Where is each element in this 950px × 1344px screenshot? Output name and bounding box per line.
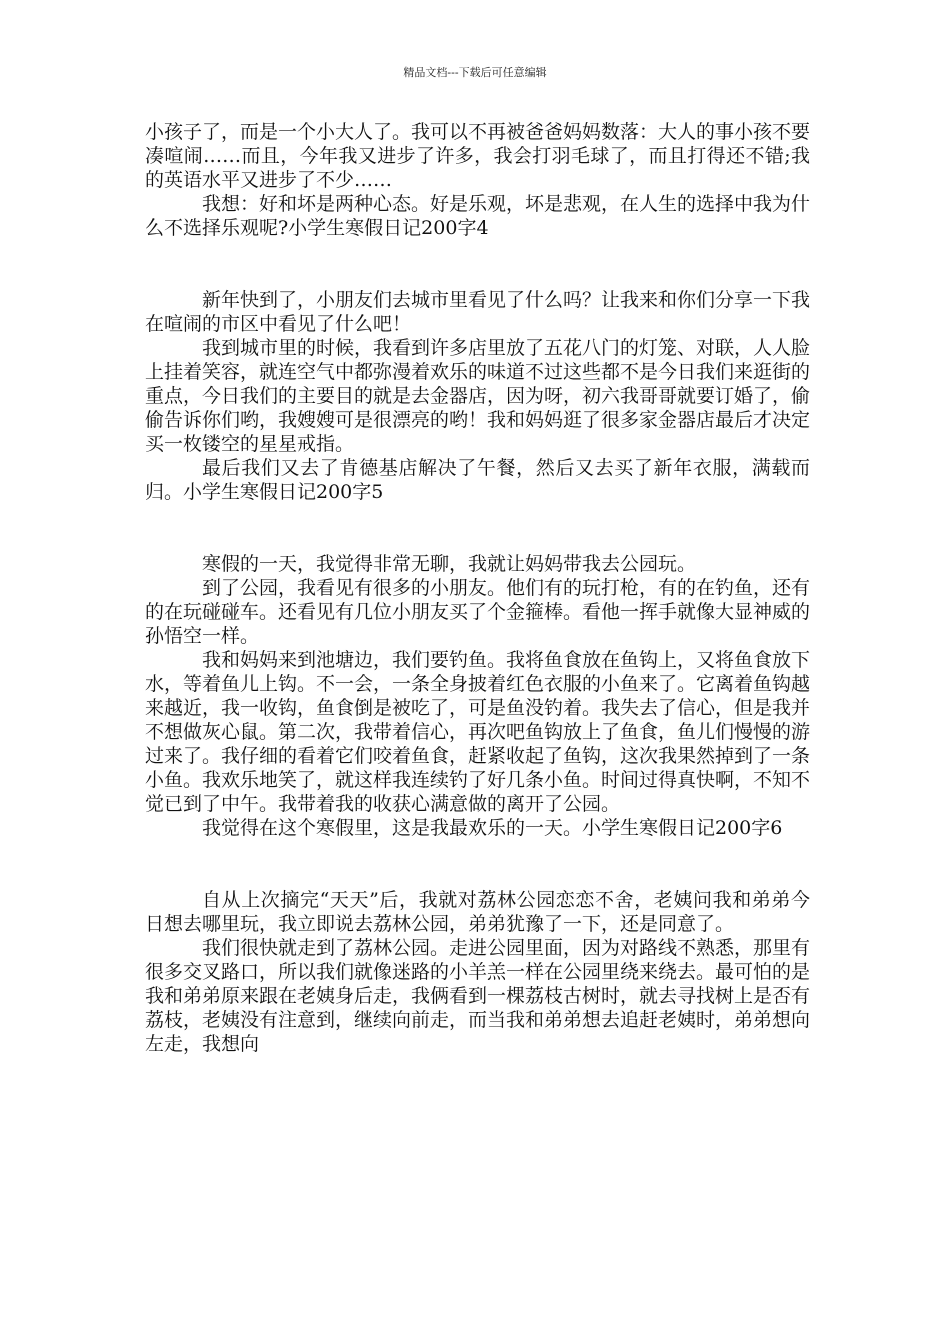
page-header: 精品文档---下载后可任意编辑 (403, 66, 547, 79)
section-gap (145, 504, 810, 552)
paragraph: 最后我们又去了肯德基店解决了午餐，然后又去买了新年衣服，满载而归。小学生寒假日记200字5 (145, 457, 810, 503)
paragraph: 我觉得在这个寒假里，这是我最欢乐的一天。小学生寒假日记200字6 (202, 817, 783, 839)
paragraph: 自从上次摘完“天天”后，我就对荔林公园恋恋不舍，老姨问我和弟弟今日想去哪里玩，我立即说去荔林公园，弟弟犹豫了一下，还是同意了。 (145, 889, 810, 935)
paragraph: 小孩子了，而是一个小大人了。我可以不再被爸爸妈妈数落：大人的事小孩不要凑喧闹……而且，今年我又进步了许多，我会打羽毛球了，而且打得还不错;我的英语水平又进步了不少…… (145, 121, 811, 191)
paragraph: 到了公园，我看见有很多的小朋友。他们有的玩打枪，有的在钓鱼，还有的在玩碰碰车。还看见有几位小朋友买了个金箍棒。看他一挥手就像大显神威的孙悟空一样。 (145, 577, 811, 647)
section-gap (145, 840, 810, 888)
paragraph: 寒假的一天，我觉得非常无聊，我就让妈妈带我去公园玩。 (202, 553, 697, 575)
paragraph: 我到城市里的时候，我看到许多店里放了五花八门的灯笼、对联，人人脸上挂着笑容，就连空气中都弥漫着欢乐的味道不过这些都不是今日我们来逛街的重点，今日我们的主要目的就是去金器店，因为呀，初六我哥哥就要订婚了，偷偷告诉你们哟，我嫂嫂可是很漂亮的哟！我和妈妈逛了很多家金器店最后才决定买一枚镂空的星星戒指。 (145, 337, 811, 455)
paragraph: 我们很快就走到了荔林公园。走进公园里面，因为对路线不熟悉，那里有很多交叉路口，所以我们就像迷路的小羊羔一样在公园里绕来绕去。最可怕的是我和弟弟原来跟在老姨身后走，我俩看到一棵荔枝古树时，就去寻找树上是否有荔枝，老姨没有注意到，继续向前走，而当我和弟弟想去追赶老姨时，弟弟想向左走，我想向 (145, 937, 811, 1055)
paragraph: 我想：好和坏是两种心态。好是乐观，坏是悲观，在人生的选择中我为什么不选择乐观呢?小学生寒假日记200字4 (145, 193, 811, 239)
paragraph: 我和妈妈来到池塘边，我们要钓鱼。我将鱼食放在鱼钩上，又将鱼食放下水，等着鱼儿上钩。不一会，一条全身披着红色衣服的小鱼来了。它离着鱼钩越来越近，我一收钩，鱼食倒是被吃了，可是鱼没钓着。我失去了信心，但是我并不想做灰心鼠。第二次，我带着信心，再次吧鱼钩放上了鱼食，鱼儿们慢慢的游过来了。我仔细的看着它们咬着鱼食，赶紧收起了鱼钩，这次我果然掉到了一条小鱼。我欢乐地笑了，就这样我连续钓了好几条小鱼。时间过得真快啊，不知不觉已到了中午。我带着我的收获心满意做的离开了公园。 (145, 649, 811, 815)
document-body (145, 120, 810, 1056)
section-gap (145, 240, 810, 288)
paragraph: 新年快到了，小朋友们去城市里看见了什么吗？让我来和你们分享一下我在喧闹的市区中看见了什么吧！ (145, 289, 811, 335)
